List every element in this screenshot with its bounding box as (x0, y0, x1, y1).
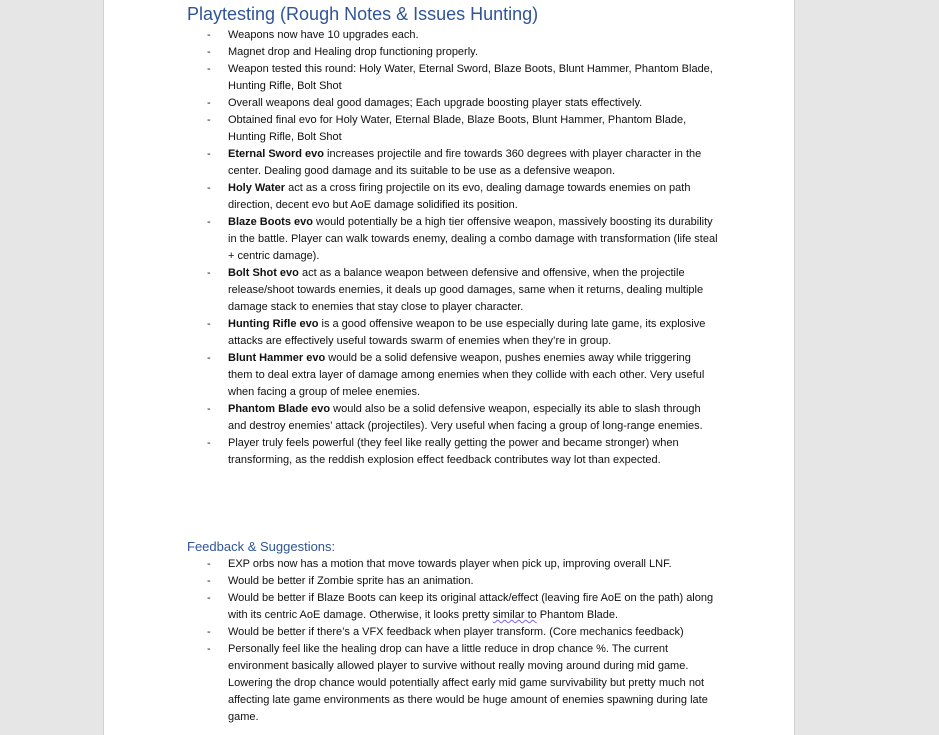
bullet-dash: - (207, 558, 211, 570)
item-text: Overall weapons deal good damages; Each upgrade boosting player stats effectively. (228, 97, 643, 109)
item-bold-lead: Phantom Blade evo (228, 403, 331, 415)
bullet-dash: - (207, 575, 211, 587)
list-item (104, 573, 718, 590)
item-bold-lead: Holy Water (228, 182, 286, 194)
spellcheck-flag[interactable]: similar to (492, 609, 537, 621)
list-item (104, 61, 718, 95)
bullet-dash: - (207, 114, 211, 126)
section-heading-feedback: Feedback & Suggestions: (187, 539, 336, 554)
item-text: Weapon tested this round: Holy Water, Eternal Sword, Blaze Boots, Blunt Hammer, Phantom Blade, Hunting Rifle, Bolt Shot (228, 63, 713, 92)
list-item (104, 146, 718, 180)
bullet-dash: - (207, 267, 211, 279)
item-text: Weapons now have 10 upgrades each. (228, 29, 419, 41)
list-item (104, 44, 718, 61)
bullet-dash: - (207, 148, 211, 160)
bullet-dash: - (207, 182, 211, 194)
item-text: is a good offensive weapon to be use especially during late game, its explosive attacks are effectively useful towards swarm of enemies when they’re in group. (228, 318, 706, 347)
item-text: increases projectile and fire towards 360 degrees with player character in the center. Dealing good damage and its suitable to be use as a defensive weapon. (228, 148, 702, 177)
document-page (103, 0, 795, 735)
item-text: would be a solid defensive weapon, pushes enemies away while triggering them to deal extra layer of damage among enemies when they collide with each other. Very useful when facing a group of melee enemies. (228, 352, 705, 398)
item-text: Would be better if there’s a VFX feedback when player transform. (Core mechanics feedback) (228, 626, 684, 638)
item-bold-lead: Eternal Sword evo (228, 148, 324, 160)
bullet-dash: - (207, 626, 211, 638)
bullet-dash: - (207, 318, 211, 330)
bullet-dash: - (207, 352, 211, 364)
item-text: Personally feel like the healing drop can have a little reduce in drop chance %. The current environment basically allowed player to survive without really moving around during mid game. Lowering the drop chance would potentially affect early mid game survivability but pretty much not affecting late game environments as there would be huge amount of enemies spawning during late game. (228, 643, 708, 723)
item-text: Would be better if Blaze Boots can keep its original attack/effect (leaving fire AoE on the path) along with its centric AoE damage. Otherwise, it looks pretty (228, 592, 714, 621)
item-text: would also be a solid defensive weapon, especially its able to slash through and destroy enemies’ attack (projectiles). Very useful when facing a group of long-range enemies. (228, 403, 703, 432)
item-text: act as a balance weapon between defensive and offensive, when the projectile release/shoot towards enemies, it deals up good damages, same when it returns, dealing multiple damage stack to enemies that stay close to player character. (228, 267, 704, 313)
bullet-dash: - (207, 216, 211, 228)
list-item (104, 95, 718, 112)
item-text: Player truly feels powerful (they feel like really getting the power and became stronger) when transforming, as the reddish explosion effect feedback contributes way lot than expected. (228, 437, 679, 466)
bullet-dash: - (207, 63, 211, 75)
item-text: act as a cross firing projectile on its evo, dealing damage towards enemies on path direction, decent evo but AoE damage solidified its position. (228, 182, 691, 211)
bullet-dash: - (207, 29, 211, 41)
list-item (104, 180, 718, 214)
section-heading-playtesting: Playtesting (Rough Notes & Issues Hunting) (187, 4, 539, 24)
list-item (104, 641, 718, 726)
bullet-dash: - (207, 97, 211, 109)
item-text: would potentially be a high tier offensive weapon, massively boosting its durability in the battle. Player can walk towards enemy, dealing a combo damage with transformation (life steal + centric damage). (228, 216, 718, 262)
list-item (104, 401, 718, 435)
bullet-dash: - (207, 437, 211, 449)
item-text: Would be better if Zombie sprite has an animation. (228, 575, 474, 587)
bullet-dash: - (207, 403, 211, 415)
list-item (104, 214, 718, 265)
item-text: EXP orbs now has a motion that move towards player when pick up, improving overall LNF. (228, 558, 672, 570)
item-text: Magnet drop and Healing drop functioning properly. (228, 46, 478, 58)
feedback-list (104, 556, 718, 726)
bullet-dash: - (207, 592, 211, 604)
item-bold-lead: Blaze Boots evo (228, 216, 313, 228)
bullet-dash: - (207, 643, 211, 655)
list-item (104, 27, 718, 44)
item-bold-lead: Hunting Rifle evo (228, 318, 319, 330)
list-item (104, 112, 718, 146)
list-item (104, 350, 718, 401)
item-bold-lead: Blunt Hammer evo (228, 352, 326, 364)
item-bold-lead: Bolt Shot evo (228, 267, 299, 279)
bullet-dash: - (207, 46, 211, 58)
list-item (104, 435, 718, 469)
playtesting-notes-list (104, 27, 718, 469)
list-item (104, 265, 718, 316)
list-item (104, 624, 718, 641)
list-item (104, 556, 718, 573)
list-item (104, 316, 718, 350)
item-text: Obtained final evo for Holy Water, Eternal Blade, Blaze Boots, Blunt Hammer, Phantom Blade, Hunting Rifle, Bolt Shot (228, 114, 687, 143)
item-text-after: Phantom Blade. (536, 609, 619, 621)
list-item (104, 590, 718, 624)
